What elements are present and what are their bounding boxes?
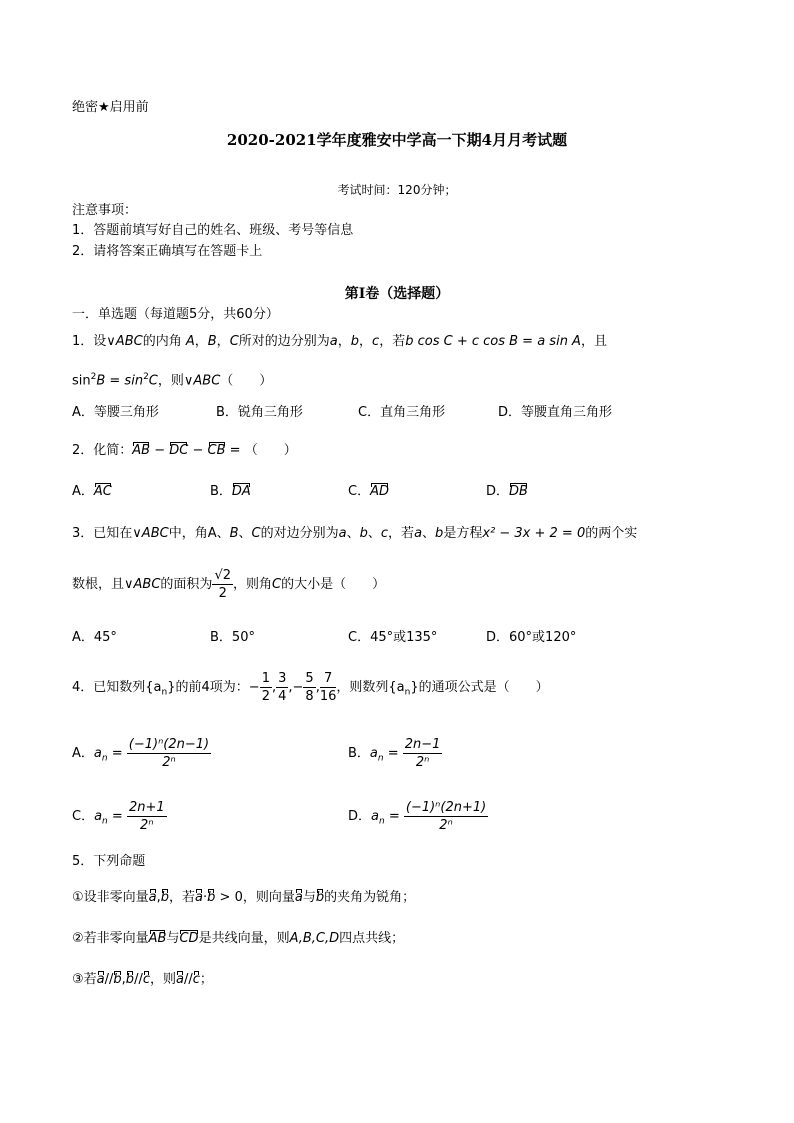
q2-option-d [486,483,528,501]
fraction-numerator: 2n−1 [404,737,441,752]
q4-text: 4．已知数列{a [72,680,162,695]
q5-text: 与 [302,890,316,905]
q3-area-fraction [212,567,233,602]
q1-option-d: D．等腰直角三角形 [498,405,613,420]
q4-option-d: D．$a_n$ = $\frac{\text{(−1)ⁿ(2n+1)}}{\text{2ⁿ}}$ [348,800,487,833]
section-title: 第I卷（选择题） [344,286,450,302]
q1-text: ，且 [580,334,607,349]
fraction-numerator: 7 [320,670,337,688]
q5-text: 是共线向量，则 [198,931,290,946]
q4-option-label: D． [348,809,372,824]
q1-text: sin [72,373,91,389]
vector-db: DB [509,484,528,499]
q2-option-label: A． [72,484,94,499]
vector-cb: CB [207,443,226,458]
q5-text: ，则向量 [242,890,295,905]
vector-da: DA [231,484,251,499]
q5-proposition-1: ①设非零向量a,b，若a·b > 0，则向量a与b的夹角为锐角； [72,890,416,905]
q4-option-label: C． [72,809,95,824]
fraction-denominator: 8 [305,689,314,704]
fraction-numerator: (−1)ⁿ(2n+1) [405,800,487,815]
fraction-numerator: (−1)ⁿ(2n−1) [128,737,210,752]
q3-option-d: D．60°或120° [486,630,577,645]
vector-dc: DC [169,443,189,458]
seq-term-2 [276,670,288,705]
q3-text: 的面积为 [160,577,213,592]
q1-text: B = sin [96,373,144,389]
q5-proposition-3: ③若a//b,b//c，则a//c； [72,972,213,987]
fraction-numerator: 3 [278,671,287,686]
fraction-numerator: 1 [261,671,270,686]
q1-text: C [148,373,158,389]
question-4: 4．已知数列$\{a_n\}$的前4项为：− $\frac{1}{2}$ , $\frac{3}{4}$ ,− $\frac{5}{8}$ , $\frac{7}{16}$ ，则数列$\{a_n\}$的通项公式是（ ） [72,671,549,704]
q4-option-b: B．$a_n$ = $\frac{2n-1}{\text{2ⁿ}}$ [348,737,441,770]
q3-text: ，则角 [233,577,273,592]
fraction-numerator: 5 [305,671,314,686]
q3-text: 3．已知在 [72,526,133,541]
q4-option-a-fraction [127,736,211,771]
exam-time: 考试时间：120分钟； [337,183,457,197]
question-3-line-1: 3．已知在∨ABC中，角A、B、C的对边分别为a、b、c，若a、b是方程x² − 3x + 2 = 0的两个实 [72,526,638,541]
q4-option-label: A． [72,746,94,761]
q4-option-c: C．$a_n$ = $\frac{2n+1}{\text{2ⁿ}}$ [72,800,165,833]
q1-option-b: B．锐角三角形 [216,405,303,420]
q1-text: 1．设 [72,334,107,349]
question-1-line-2: $\sin^2B = \sin^2C$，则∨ABC（ ） [72,372,273,389]
question-3-line-2: 数根，且∨ABC的面积为 $\frac{√2}{2}$ ，则角C的大小是（ ） [72,568,386,601]
q4-text: }的通项公式是（ ） [410,680,549,695]
q4-option-d-fraction [404,799,488,834]
q1-triangle: ∨ABC [183,373,221,389]
q3-option-a: A．45° [72,630,117,645]
notes-item-2: 2．请将答案正确填写在答题卡上 [72,244,263,259]
q5-text: 四点共线； [339,931,405,946]
vector-ad: AD [370,484,389,499]
question-5-stem: 5．下列命题 [72,854,146,869]
q4-option-label: B． [348,746,370,761]
q5-text: ②若非零向量 [72,931,149,946]
q3-triangle: ∨ABC [132,526,169,541]
q2-text: 2．化简： [72,443,133,458]
q4-option-a: A．$a_n$ = $\frac{\text{(−1)ⁿ(2n−1)}}{\text{2ⁿ}}$ [72,737,210,770]
q2-text: = （ ） [225,443,297,458]
fraction-denominator: 2ⁿ [415,755,430,770]
q5-text: ，则 [149,972,176,987]
fraction-denominator: 4 [278,689,287,704]
question-2: 2．化简：AB − DC − CB = （ ） [72,443,297,458]
section-subtitle: 一．单选题（每道题5分，共60分） [72,307,279,322]
q2-option-c [348,483,389,501]
q3-option-b: B．50° [210,630,255,645]
q1-triangle: ∨ABC [106,334,143,349]
q5-text: 的夹角为锐角； [324,890,416,905]
question-1-line-1: 1．设∨ABC的内角 A，B，C所对的边分别为a，b，c，若b cos C + c cos B = a sin A，且 [72,334,607,349]
fraction-denominator: 2ⁿ [140,818,154,833]
q5-proposition-2: ②若非零向量AB与CD是共线向量，则A,B,C,D四点共线； [72,931,405,946]
q3-triangle: ∨ABC [124,577,161,592]
vector-ab: AB [132,443,151,458]
fraction-denominator: 16 [319,689,337,704]
notes-heading: 注意事项： [72,203,138,218]
q2-option-label: B． [210,484,232,499]
q1-text: ，则 [157,373,184,389]
q5-text: ，若 [169,890,196,905]
q5-text: ①设非零向量 [72,890,149,905]
page-title: 2020-2021学年度雅安中学高一下期4月月考试题 [226,131,568,149]
secret-label: 绝密★启用前 [72,100,149,115]
q4-text: }的前4项为： [167,680,249,695]
q2-option-label: C． [348,484,371,499]
q1-text: （ ） [220,373,273,389]
q3-option-c: C．45°或135° [348,630,438,645]
q3-text: 数根，且 [72,577,125,592]
seq-term-3 [303,670,315,705]
q3-text: ，若 [388,526,415,541]
q1-text: 所对的边分别为 [238,334,330,349]
fraction-denominator: 2ⁿ [162,755,176,770]
fraction-denominator: 2ⁿ [439,818,453,833]
q3-text: 的两个实 [585,526,638,541]
fraction-denominator: 2 [261,689,270,704]
notes-item-1: 1．答题前填写好自己的姓名、班级、考号等信息 [72,223,354,238]
q2-option-b [210,483,251,501]
q1-equation: b cos C + c cos B = a sin A [405,334,581,349]
q3-equation: x² − 3x + 2 = 0 [482,526,586,541]
seq-term-4 [320,670,337,705]
q5-text: 与 [166,931,180,946]
q4-option-b-fraction [403,736,443,771]
q1-text: 的内角 [142,334,182,349]
q2-option-a [72,483,112,501]
seq-term-1 [260,670,272,705]
fraction-numerator: √2 [214,568,231,583]
q4-text: ，则数列{a [336,680,405,695]
q1-option-c: C．直角三角形 [358,405,446,420]
q1-text: ，若 [379,334,406,349]
fraction-numerator: 2n+1 [128,800,165,815]
q3-text: 的对边分别为 [260,526,339,541]
q3-text: 中，角A、 [168,526,230,541]
q4-option-c-fraction [127,799,167,834]
q2-option-label: D． [486,484,510,499]
q5-text: ③若 [72,972,97,987]
q3-text: 是方程 [443,526,483,541]
q3-text: 的大小是（ ） [281,577,386,592]
fraction-denominator: 2 [218,586,227,601]
q5-text: ； [199,972,213,987]
vector-ac: AC [93,484,112,499]
q1-option-a: A．等腰三角形 [72,405,159,420]
